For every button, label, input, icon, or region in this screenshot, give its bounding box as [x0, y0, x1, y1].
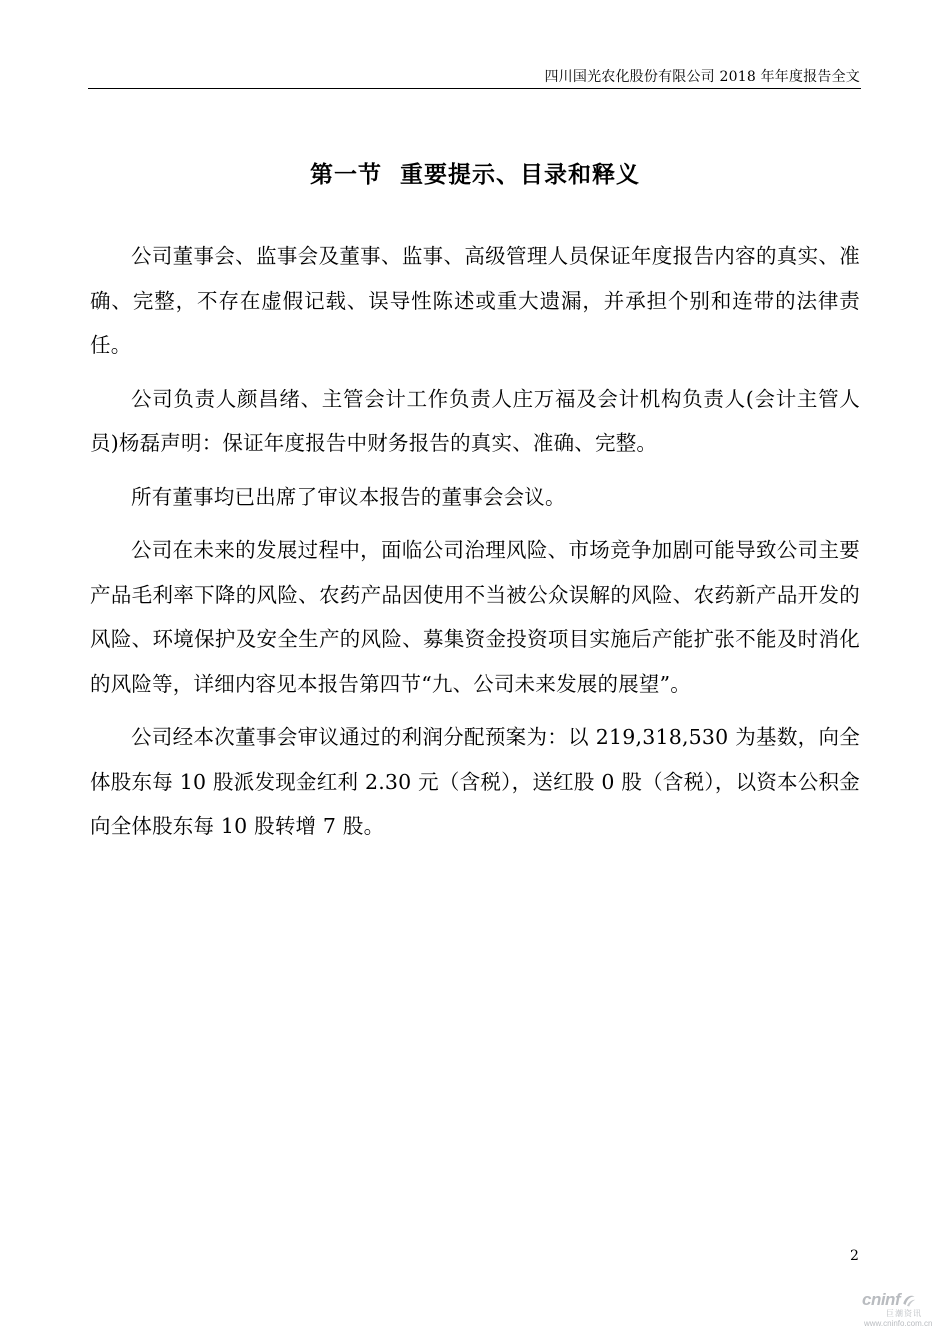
- section-title: 第一节 重要提示、目录和释义: [309, 161, 640, 188]
- swoosh-icon: [901, 1293, 916, 1308]
- watermark-subtitle: 巨潮资讯: [886, 1309, 922, 1318]
- paragraph-responsible-persons: 公司负责人颜昌绪、主管会计工作负责人庄万福及会计机构负责人(会计主管人员)杨磊声明：保证年度报告中财务报告的真实、准确、完整。: [90, 386, 860, 455]
- paragraph-board-attendance: 所有董事均已出席了审议本报告的董事会会议。: [131, 484, 566, 509]
- paragraph-assurance: 公司董事会、监事会及董事、监事、高级管理人员保证年度报告内容的真实、准确、完整，不存在虚假记载、误导性陈述或重大遗漏，并承担个别和连带的法律责任。: [90, 244, 860, 357]
- header-divider: [88, 88, 861, 89]
- watermark-logo: [862, 1291, 942, 1309]
- body-text: [90, 234, 860, 858]
- running-header: 四川国光农化股份有限公司 2018 年年度报告全文: [544, 69, 860, 85]
- watermark-url: www.cninfo.com.cn: [864, 1319, 933, 1328]
- paragraph-profit-distribution: 公司经本次董事会审议通过的利润分配预案为：以 219,318,530 为基数，向全体股东每 10 股派发现金红利 2.30 元（含税），送红股 0 股（含税），以资本公积金向全体股东每 10 股转增 7 股。: [90, 725, 860, 838]
- watermark-logo-text: cninf: [862, 1290, 901, 1309]
- paragraph-risk-factors: 公司在未来的发展过程中，面临公司治理风险、市场竞争加剧可能导致公司主要产品毛利率下降的风险、农药产品因使用不当被公众误解的风险、农药新产品开发的风险、环境保护及安全生产的风险、募集资金投资项目实施后产能扩张不能及时消化的风险等，详细内容见本报告第四节“九、公司未来发展的展望”。: [90, 538, 860, 696]
- page-number: 2: [850, 1248, 859, 1264]
- cninfo-watermark: [862, 1291, 942, 1337]
